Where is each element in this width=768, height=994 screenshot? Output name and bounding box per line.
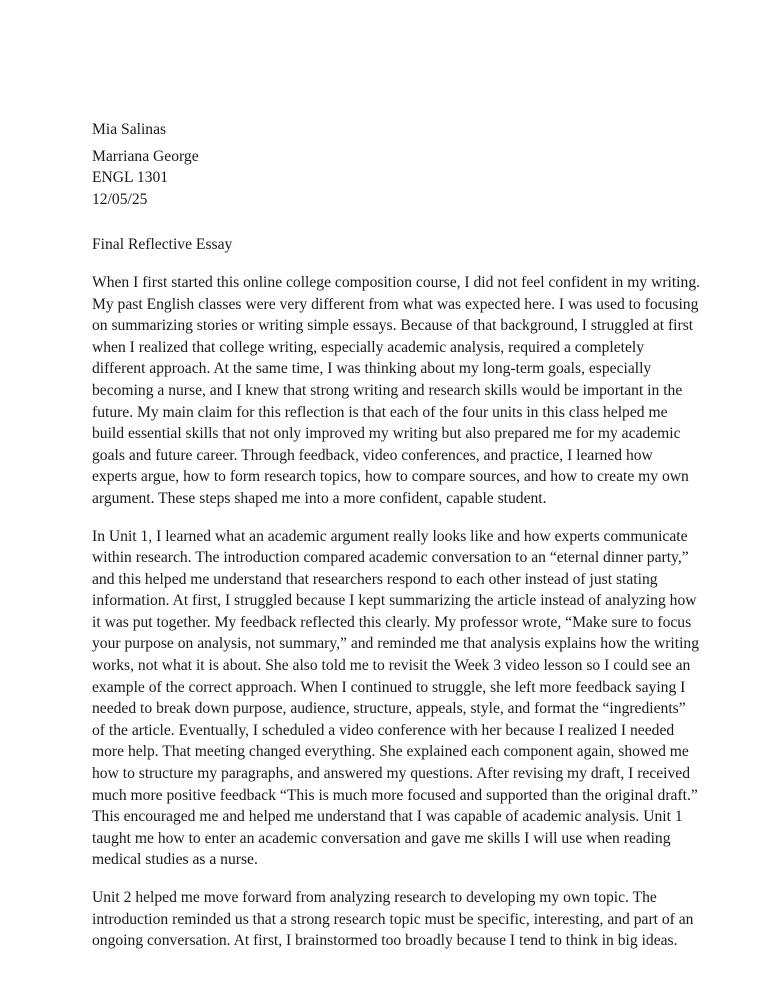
- paragraph-line: goals and future career. Through feedback, video conferences, and practice, I learned how: [92, 446, 653, 464]
- paragraph-line: it was put together. My feedback reflected this clearly. My professor wrote, “Make sure to focus: [92, 613, 692, 631]
- paragraph-line: build essential skills that not only improved my writing but also prepared me for my academic: [92, 425, 681, 443]
- paragraph-line: taught me how to enter an academic conversation and gave me skills I will use when reading: [92, 829, 671, 847]
- paragraph-line: When I first started this online college composition course, I did not feel confident in my writing.: [92, 273, 701, 291]
- heading-block: [92, 146, 692, 211]
- paragraph-line: on summarizing stories or writing simple essays. Because of that background, I struggled at first: [92, 317, 694, 335]
- paragraph-line: information. At first, I struggled because I kept summarizing the article instead of analyzing how: [92, 592, 697, 610]
- paragraph-line: within research. The introduction compared academic conversation to an “eternal dinner party,”: [92, 549, 689, 567]
- paragraph-line: introduction reminded us that a strong research topic must be specific, interesting, and part of an: [92, 910, 694, 928]
- student-name: Mia Salinas: [92, 121, 167, 138]
- paragraph-line: works, not what it is about. She also told me to revisit the Week 3 video lesson so I could see an: [92, 657, 691, 675]
- course-code: ENGL 1301: [92, 169, 169, 187]
- paragraph-line: ongoing conversation. At first, I brainstormed too broadly because I tend to think in big ideas.: [92, 932, 678, 950]
- paragraph-line: argument. These steps shaped me into a more confident, capable student.: [92, 489, 547, 507]
- paragraph-line: becoming a nurse, and I knew that strong writing and research skills would be important in the: [92, 381, 683, 399]
- essay-body: [92, 119, 701, 968]
- paragraph-line: more help. That meeting changed everything. She explained each component again, showed me: [92, 743, 689, 761]
- essay-paragraph: [92, 526, 700, 872]
- paragraph-line: experts argue, how to form research topics, how to compare sources, and how to create my own: [92, 468, 689, 486]
- paragraph-line: how to structure my paragraphs, and answered my questions. After revising my draft, I received: [92, 765, 691, 783]
- paragraph-line: when I realized that college writing, especially academic analysis, required a completely: [92, 338, 645, 356]
- paragraph-line: Unit 2 helped me move forward from analyzing research to developing my own topic. The: [92, 889, 657, 906]
- essay-date: 12/05/25: [92, 190, 148, 208]
- paragraph-line: needed to break down purpose, audience, structure, appeals, style, and format the “ingredients”: [92, 700, 686, 718]
- paragraph-line: medical studies as a nurse.: [92, 851, 258, 869]
- paragraph-line: and this helped me understand that researchers respond to each other instead of just stating: [92, 570, 658, 588]
- paragraph-line: example of the correct approach. When I continued to struggle, she left more feedback saying I: [92, 678, 686, 696]
- paragraph-line: This encouraged me and helped me understand that I was capable of academic analysis. Unit 1: [92, 808, 683, 826]
- paragraph-line: future. My main claim for this reflection is that each of the four units in this class helped me: [92, 403, 668, 421]
- paragraph-line: of the article. Eventually, I scheduled a video conference with her because I realized I needed: [92, 721, 675, 739]
- paragraph-line: much more positive feedback “This is much more focused and supported than the original draft.”: [92, 786, 698, 804]
- paragraph-line: your purpose on analysis, not summary,” and reminded me that analysis explains how the writing: [92, 635, 700, 653]
- paragraph-line: My past English classes were very different from what was expected here. I was used to focusing: [92, 295, 699, 313]
- essay-paragraph: [92, 887, 692, 952]
- essay-title: Final Reflective Essay: [92, 236, 233, 254]
- essay-paragraph: [92, 272, 701, 510]
- paragraphs: [92, 272, 701, 952]
- paragraph-line: different approach. At the same time, I was thinking about my long-term goals, especially: [92, 360, 652, 378]
- paragraph-line: In Unit 1, I learned what an academic argument really looks like and how experts communicate: [92, 527, 688, 545]
- instructor-name: Marriana George: [92, 147, 199, 165]
